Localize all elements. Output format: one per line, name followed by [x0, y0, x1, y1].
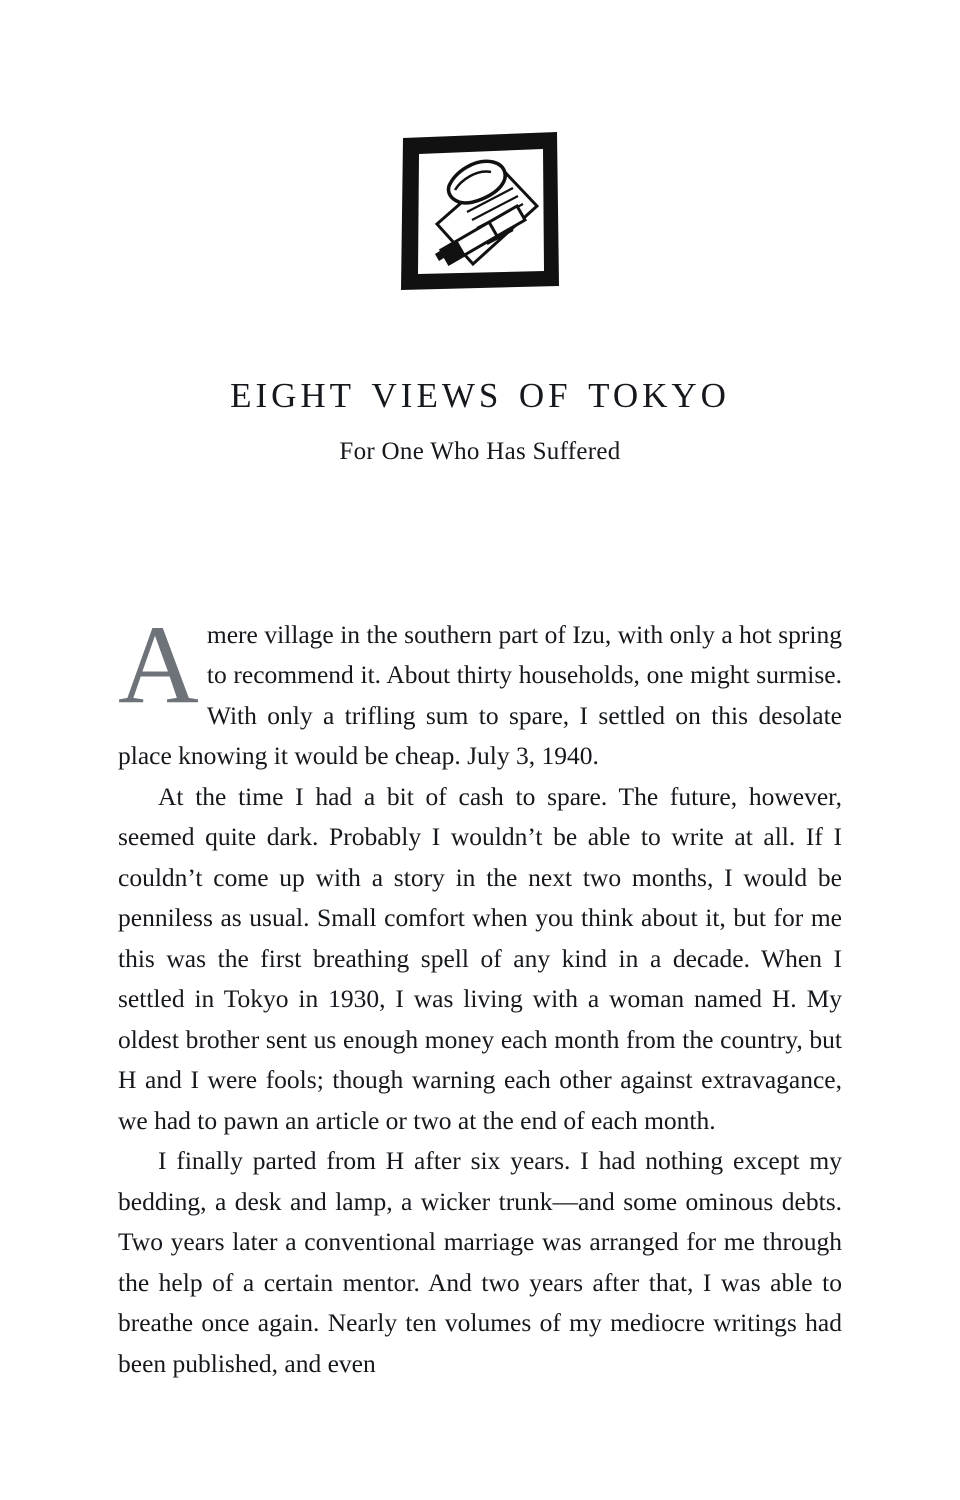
drop-cap: A: [118, 602, 199, 727]
chapter-ornament: [118, 0, 842, 294]
chapter-heading-block: [118, 364, 842, 467]
woodcut-pen-and-paper-icon: [397, 128, 563, 294]
paragraph-1-text: mere village in the southern part of Izu, with only a hot spring to recommend it. About thirty households, one might surmise. With only a trifling sum to spare, I settled on this desolate place knowing it would be cheap. July 3, 1940.: [118, 619, 842, 770]
body-text: [118, 602, 842, 1385]
paragraph-3: I finally parted from H after six years. I had nothing except my bedding, a desk and lamp, a wicker trunk—and some ominous debts. Two years later a conventional marriage was arranged for me through the help of a certain mentor. And two years after that, I was able to breathe once again. Nearly ten volumes of my mediocre writings had been published, and even: [118, 1146, 842, 1378]
paragraph-1: [118, 602, 842, 777]
paragraph-2: At the time I had a bit of cash to spare. The future, however, seemed quite dark. Probably I wouldn’t be able to write at all. If I couldn’t come up with a story in the next two months, I would be penniless as usual. Small comfort when you think about it, but for me this was the first breathing spell of any kind in a decade. When I settled in Tokyo in 1930, I was living with a woman named H. My oldest brother sent us enough money each month from the country, but H and I were fools; though warning each other against extravagance, we had to pawn an article or two at the end of each month.: [118, 781, 842, 1135]
page-title: eight views of tokyo: [230, 362, 730, 418]
page-subtitle: For One Who Has Suffered: [339, 437, 621, 465]
